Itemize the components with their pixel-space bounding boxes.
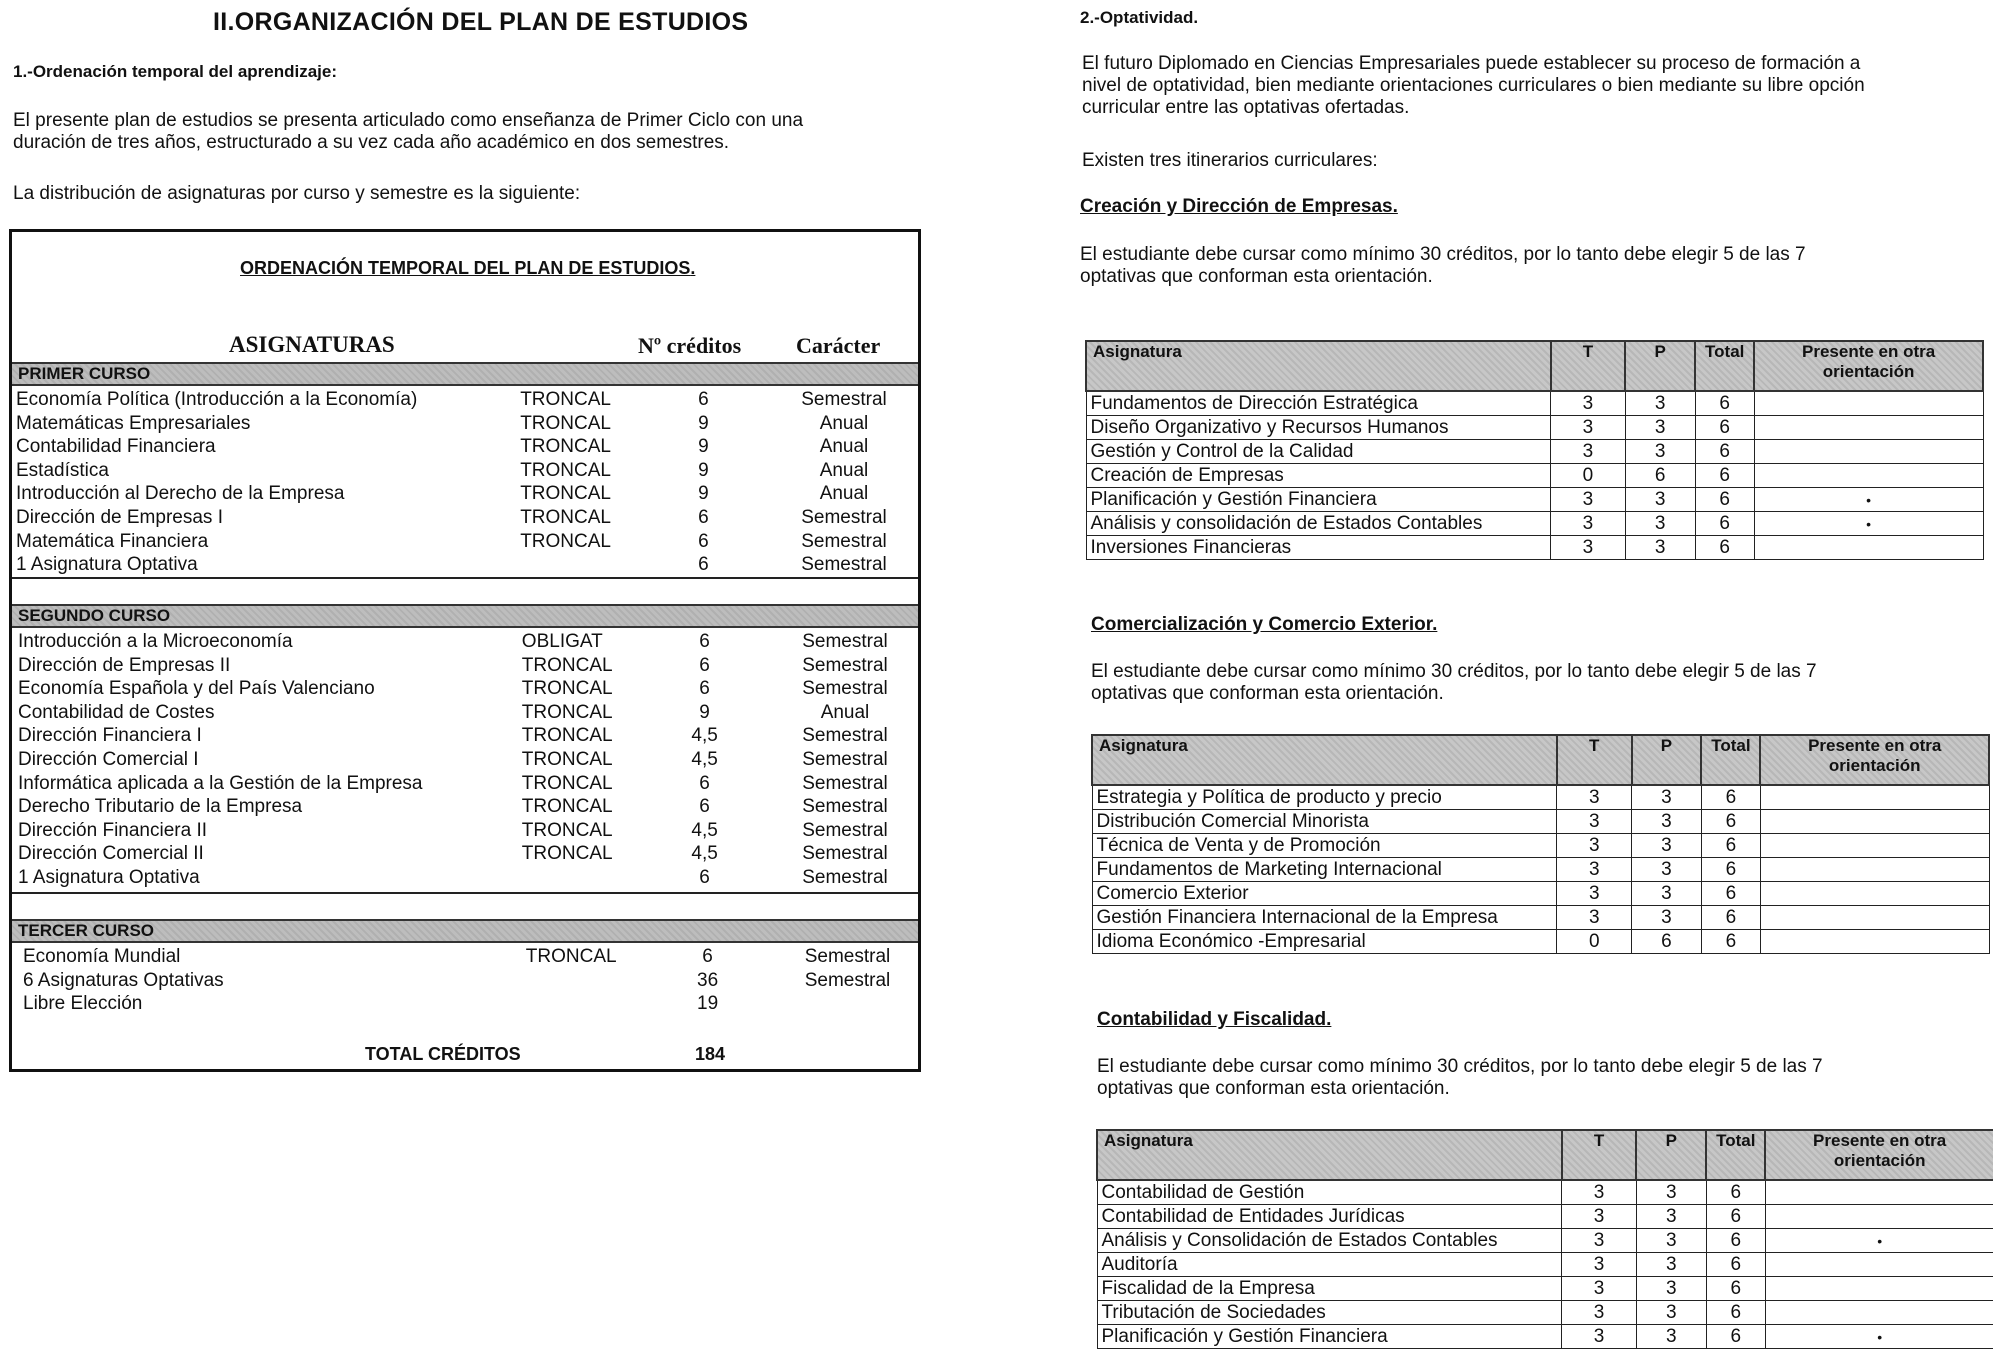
theory-credits: 3 [1557, 785, 1632, 810]
section-1-heading: 1.-Ordenación temporal del aprendizaje: [13, 62, 338, 81]
orientation-table [1085, 340, 1984, 560]
subject-character: Semestral [801, 507, 887, 528]
subject-credits: 6 [699, 631, 710, 652]
total-credits: 6 [1706, 1205, 1765, 1229]
present-marker [1760, 930, 1989, 954]
theory-credits: 3 [1557, 858, 1632, 882]
subject-name: Distribución Comercial Minorista [1092, 810, 1557, 834]
subject-credits: 6 [699, 678, 710, 700]
header-t: T [1562, 1130, 1637, 1180]
subject-character: Semestral [802, 772, 888, 794]
orientation-row [1092, 810, 1989, 834]
theory-credits: 3 [1557, 906, 1632, 930]
description-line: optativas que conforman esta orientación. [1091, 683, 1444, 704]
subject-character: Semestral [802, 749, 888, 770]
subject-credits: 36 [697, 969, 719, 991]
itinerarios-sentence: Existen tres itinerarios curriculares: [1082, 150, 1378, 171]
subject-name: Análisis y Consolidación de Estados Contables [1097, 1229, 1562, 1253]
subject-character: Anual [819, 412, 869, 434]
curriculum-row [12, 866, 918, 890]
theory-credits: 3 [1551, 391, 1626, 416]
subject-name: Comercio Exterior [1092, 882, 1557, 906]
subject-character: Semestral [802, 678, 888, 700]
subject-name: Planificación y Gestión Financiera [1097, 1325, 1562, 1349]
total-credits: 6 [1701, 785, 1760, 810]
present-marker [1754, 391, 1983, 416]
orientation-title: Comercialización y Comercio Exterior. [1091, 614, 1438, 635]
header-asignatura: Asignatura [1086, 341, 1551, 391]
subject-name: Dirección Comercial II [18, 843, 204, 865]
orientation-row [1092, 834, 1989, 858]
orientation-row [1086, 488, 1983, 512]
subject-character: Semestral [801, 554, 887, 576]
curriculum-row [12, 842, 918, 866]
subject-name: Fundamentos de Dirección Estratégica [1086, 391, 1551, 416]
group-band-0 [12, 362, 918, 386]
subject-name: 6 Asignaturas Optativas [23, 969, 224, 991]
practice-credits: 3 [1632, 810, 1702, 834]
total-creditos-label: TOTAL CRÉDITOS [365, 1044, 521, 1064]
subject-name: Fiscalidad de la Empresa [1097, 1277, 1562, 1301]
header-presente-line-2: orientación [1822, 362, 1915, 381]
practice-credits: 3 [1632, 882, 1702, 906]
subject-character: Semestral [802, 654, 888, 676]
subject-name: Diseño Organizativo y Recursos Humanos [1086, 416, 1551, 440]
subject-name: Economía Política (Introducción a la Economía) [16, 389, 418, 410]
total-credits: 6 [1695, 391, 1754, 416]
header-t: T [1551, 341, 1626, 391]
theory-credits: 3 [1551, 416, 1626, 440]
curriculum-row [12, 630, 918, 654]
practice-credits: 3 [1636, 1180, 1706, 1205]
present-marker: • [1754, 512, 1983, 536]
subject-type: TRONCAL [521, 749, 613, 770]
curriculum-row [12, 459, 918, 483]
present-marker [1765, 1253, 1993, 1277]
group-label: PRIMER CURSO [18, 364, 151, 383]
header-presente [1765, 1130, 1993, 1180]
orientation-row [1086, 512, 1983, 536]
practice-credits: 6 [1632, 930, 1702, 954]
curriculum-row [12, 482, 918, 506]
theory-credits: 3 [1562, 1277, 1637, 1301]
total-credits: 6 [1701, 930, 1760, 954]
subject-name: Economía Española y del País Valenciano [18, 678, 375, 700]
practice-credits: 3 [1632, 906, 1702, 930]
orientation-row [1092, 858, 1989, 882]
theory-credits: 3 [1562, 1301, 1637, 1325]
subject-name: Dirección de Empresas II [18, 654, 231, 676]
subject-name: Dirección Comercial I [18, 749, 199, 770]
practice-credits: 3 [1625, 536, 1695, 560]
practice-credits: 3 [1636, 1253, 1706, 1277]
practice-credits: 3 [1625, 488, 1695, 512]
practice-credits: 3 [1632, 834, 1702, 858]
orientation-row [1097, 1229, 1993, 1253]
practice-credits: 3 [1625, 512, 1695, 536]
total-credits: 6 [1706, 1180, 1765, 1205]
optatividad-line-1: El futuro Diplomado en Ciencias Empresariales puede establecer su proceso de formación a [1082, 53, 1861, 74]
theory-credits: 3 [1562, 1325, 1637, 1349]
theory-credits: 3 [1557, 810, 1632, 834]
subject-name: Dirección Financiera I [18, 725, 202, 747]
header-p: P [1632, 735, 1702, 785]
subject-name: Libre Elección [23, 993, 143, 1015]
subject-credits: 6 [698, 507, 709, 528]
subject-name: Matemática Financiera [16, 530, 209, 552]
orientation-row [1086, 464, 1983, 488]
subject-credits: 4,5 [691, 749, 718, 770]
theory-credits: 3 [1551, 536, 1626, 560]
orientation-row [1092, 906, 1989, 930]
subject-credits: 6 [699, 654, 710, 676]
header-p: P [1625, 341, 1695, 391]
present-marker: • [1765, 1325, 1993, 1349]
practice-credits: 3 [1625, 416, 1695, 440]
orientation-description [1091, 661, 1817, 705]
subject-name: Dirección de Empresas I [16, 507, 223, 528]
optatividad-paragraph [1082, 53, 1865, 119]
present-marker [1760, 858, 1989, 882]
subject-credits: 6 [699, 796, 710, 818]
curriculum-row [12, 748, 918, 772]
present-marker [1760, 906, 1989, 930]
subject-name: Auditoría [1097, 1253, 1562, 1277]
present-marker [1765, 1180, 1993, 1205]
subject-credits: 6 [699, 867, 710, 888]
subject-name: Idioma Económico -Empresarial [1092, 930, 1557, 954]
theory-credits: 3 [1551, 440, 1626, 464]
column-header-asignaturas: ASIGNATURAS [229, 332, 395, 357]
practice-credits: 3 [1636, 1229, 1706, 1253]
curriculum-row [12, 506, 918, 530]
subject-character: Semestral [801, 389, 887, 410]
total-credits: 6 [1701, 906, 1760, 930]
curriculum-row [12, 553, 918, 577]
subject-credits: 19 [697, 993, 719, 1015]
theory-credits: 3 [1562, 1229, 1637, 1253]
subject-name: Planificación y Gestión Financiera [1086, 488, 1551, 512]
curriculum-row [12, 388, 918, 412]
orientation-row [1092, 930, 1989, 954]
present-marker [1760, 810, 1989, 834]
header-presente-line-2: orientación [1833, 1151, 1926, 1170]
curriculum-row [12, 435, 918, 459]
optatividad-line-2: nivel de optatividad, bien mediante orientaciones curriculares o bien mediante su libre opción [1082, 75, 1865, 96]
optatividad-line-3: curricular entre las optativas ofertadas. [1082, 97, 1410, 118]
group-divider [12, 892, 918, 894]
subject-character: Semestral [802, 819, 888, 841]
subject-name: Gestión Financiera Internacional de la Empresa [1092, 906, 1557, 930]
theory-credits: 3 [1562, 1180, 1637, 1205]
orientation-row [1097, 1301, 1993, 1325]
subject-type: TRONCAL [520, 389, 611, 410]
header-presente-line-1: Presente en otra [1813, 1131, 1947, 1150]
curriculum-table-title-text: ORDENACIÓN TEMPORAL DEL PLAN DE ESTUDIOS [240, 258, 691, 278]
subject-name: Fundamentos de Marketing Internacional [1092, 858, 1557, 882]
page-title: II.ORGANIZACIÓN DEL PLAN DE ESTUDIOS [213, 8, 749, 36]
subject-credits: 4,5 [691, 843, 718, 865]
distribution-sentence: La distribución de asignaturas por curso y semestre es la siguiente: [13, 183, 581, 204]
subject-credits: 6 [698, 554, 709, 576]
subject-type: TRONCAL [520, 412, 611, 434]
subject-type: TRONCAL [521, 819, 613, 841]
orientation-row [1097, 1205, 1993, 1229]
present-marker [1760, 834, 1989, 858]
header-total: Total [1701, 735, 1760, 785]
subject-character: Anual [819, 483, 869, 505]
subject-name: Contabilidad de Gestión [1097, 1180, 1562, 1205]
present-marker [1754, 416, 1983, 440]
total-credits: 6 [1701, 810, 1760, 834]
header-presente [1754, 341, 1983, 391]
total-credits: 6 [1695, 440, 1754, 464]
present-marker: • [1754, 488, 1983, 512]
curriculum-row [12, 654, 918, 678]
intro-line-2: duración de tres años, estructurado a su vez cada año académico en dos semestres. [13, 132, 730, 153]
subject-name: Creación de Empresas [1086, 464, 1551, 488]
group-divider [12, 577, 918, 579]
present-marker [1754, 536, 1983, 560]
subject-credits: 9 [698, 436, 709, 458]
section-2-heading: 2.-Optatividad. [1080, 8, 1199, 27]
subject-character: Semestral [802, 796, 888, 818]
subject-credits: 6 [698, 389, 709, 410]
subject-name: 1 Asignatura Optativa [18, 867, 200, 888]
subject-name: Contabilidad de Entidades Jurídicas [1097, 1205, 1562, 1229]
intro-paragraph [13, 110, 803, 154]
present-marker [1765, 1301, 1993, 1325]
column-header-caracter: Carácter [796, 333, 881, 358]
total-credits: 6 [1706, 1253, 1765, 1277]
subject-credits: 6 [699, 772, 710, 794]
subject-character: Semestral [804, 969, 891, 991]
practice-credits: 3 [1632, 858, 1702, 882]
subject-type: TRONCAL [521, 678, 613, 700]
subject-character: Semestral [802, 843, 888, 865]
present-marker [1765, 1205, 1993, 1229]
header-asignatura: Asignatura [1097, 1130, 1562, 1180]
total-credits: 6 [1695, 512, 1754, 536]
practice-credits: 3 [1625, 440, 1695, 464]
subject-type: TRONCAL [521, 772, 613, 794]
curriculum-row [12, 701, 918, 725]
subject-name: Matemáticas Empresariales [16, 412, 251, 434]
subject-type: TRONCAL [521, 701, 613, 723]
practice-credits: 3 [1636, 1325, 1706, 1349]
header-asignatura: Asignatura [1092, 735, 1557, 785]
subject-type: TRONCAL [520, 530, 611, 552]
total-credits: 6 [1701, 834, 1760, 858]
total-credits: 6 [1695, 536, 1754, 560]
subject-type: TRONCAL [521, 843, 613, 865]
subject-type: TRONCAL [521, 725, 613, 747]
orientation-row [1086, 416, 1983, 440]
total-credits: 6 [1695, 488, 1754, 512]
description-line: optativas que conforman esta orientación. [1097, 1078, 1450, 1099]
curriculum-row [12, 772, 918, 796]
orientation-row [1086, 536, 1983, 560]
subject-name: Análisis y consolidación de Estados Contables [1086, 512, 1551, 536]
orientation-table [1096, 1129, 1993, 1349]
total-credits: 6 [1706, 1229, 1765, 1253]
header-presente-line-1: Presente en otra [1808, 736, 1942, 755]
present-marker [1754, 464, 1983, 488]
subject-name: Derecho Tributario de la Empresa [18, 796, 303, 818]
header-t: T [1557, 735, 1632, 785]
curriculum-row [12, 412, 918, 436]
subject-type: TRONCAL [521, 796, 613, 818]
subject-type: TRONCAL [520, 436, 611, 458]
theory-credits: 3 [1557, 882, 1632, 906]
practice-credits: 3 [1632, 785, 1702, 810]
theory-credits: 0 [1557, 930, 1632, 954]
orientation-title: Creación y Dirección de Empresas. [1080, 196, 1398, 217]
subject-credits: 6 [698, 530, 709, 552]
header-total: Total [1695, 341, 1754, 391]
subject-type: TRONCAL [520, 507, 611, 528]
present-marker [1760, 785, 1989, 810]
subject-name: Economía Mundial [23, 946, 181, 967]
intro-line-1: El presente plan de estudios se presenta articulado como enseñanza de Primer Ciclo con una [13, 110, 804, 131]
header-total: Total [1706, 1130, 1765, 1180]
orientation-table [1091, 734, 1990, 954]
subject-name: Técnica de Venta y de Promoción [1092, 834, 1557, 858]
orientation-description [1097, 1056, 1823, 1100]
orientation-title: Contabilidad y Fiscalidad. [1097, 1009, 1332, 1030]
orientation-row [1086, 440, 1983, 464]
orientation-row [1097, 1325, 1993, 1349]
header-presente [1760, 735, 1989, 785]
group-band-2 [12, 919, 918, 943]
practice-credits: 6 [1625, 464, 1695, 488]
curriculum-row [12, 992, 918, 1016]
theory-credits: 3 [1562, 1253, 1637, 1277]
total-credits: 6 [1706, 1277, 1765, 1301]
description-line: El estudiante debe cursar como mínimo 30 créditos, por lo tanto debe elegir 5 de las 7 [1080, 244, 1806, 265]
header-p: P [1636, 1130, 1706, 1180]
total-credits: 6 [1701, 858, 1760, 882]
theory-credits: 3 [1551, 512, 1626, 536]
orientation-row [1092, 882, 1989, 906]
group-band-1 [12, 604, 918, 628]
header-presente-line-1: Presente en otra [1802, 342, 1936, 361]
subject-type: TRONCAL [520, 459, 611, 481]
subject-name: Gestión y Control de la Calidad [1086, 440, 1551, 464]
theory-credits: 3 [1551, 488, 1626, 512]
subject-type: TRONCAL [525, 946, 617, 967]
group-label: SEGUNDO CURSO [18, 606, 171, 625]
description-line: El estudiante debe cursar como mínimo 30 créditos, por lo tanto debe elegir 5 de las 7 [1097, 1056, 1823, 1077]
practice-credits: 3 [1625, 391, 1695, 416]
theory-credits: 0 [1551, 464, 1626, 488]
subject-character: Semestral [802, 631, 888, 652]
group-label: TERCER CURSO [18, 921, 155, 940]
orientation-row [1097, 1277, 1993, 1301]
curriculum-row [12, 724, 918, 748]
subject-name: Estrategia y Política de producto y precio [1092, 785, 1557, 810]
header-presente-line-2: orientación [1828, 756, 1921, 775]
total-credits: 6 [1695, 416, 1754, 440]
subject-character: Anual [819, 436, 869, 458]
curriculum-row [12, 530, 918, 554]
subject-character: Semestral [804, 946, 891, 967]
subject-name: Introducción al Derecho de la Empresa [16, 483, 345, 505]
subject-type: TRONCAL [521, 654, 613, 676]
total-credits: 6 [1695, 464, 1754, 488]
subject-credits: 9 [699, 701, 710, 723]
practice-credits: 3 [1636, 1301, 1706, 1325]
curriculum-table-title-suffix: . [690, 258, 696, 278]
subject-character: Anual [819, 459, 869, 481]
subject-character: Semestral [802, 867, 888, 888]
subject-name: Tributación de Sociedades [1097, 1301, 1562, 1325]
orientation-row [1097, 1253, 1993, 1277]
theory-credits: 3 [1562, 1205, 1637, 1229]
subject-name: Inversiones Financieras [1086, 536, 1551, 560]
subject-name: Estadística [16, 459, 109, 481]
subject-character: Anual [820, 701, 870, 723]
total-credits: 6 [1706, 1325, 1765, 1349]
present-marker [1765, 1277, 1993, 1301]
subject-type: OBLIGAT [521, 631, 603, 652]
subject-credits: 6 [702, 946, 713, 967]
curriculum-row [12, 945, 918, 969]
subject-name: Contabilidad Financiera [16, 436, 216, 458]
subject-credits: 9 [698, 459, 709, 481]
present-marker [1754, 440, 1983, 464]
column-header-creditos: Nº créditos [638, 333, 742, 358]
curriculum-row [12, 677, 918, 701]
subject-character: Semestral [801, 530, 887, 552]
subject-name: Informática aplicada a la Gestión de la Empresa [18, 772, 423, 794]
practice-credits: 3 [1636, 1277, 1706, 1301]
curriculum-table-frame [9, 229, 921, 1072]
subject-credits: 9 [698, 483, 709, 505]
description-line: El estudiante debe cursar como mínimo 30 créditos, por lo tanto debe elegir 5 de las 7 [1091, 661, 1817, 682]
total-creditos-value: 184 [695, 1044, 726, 1064]
description-line: optativas que conforman esta orientación. [1080, 266, 1433, 287]
subject-credits: 4,5 [691, 725, 718, 747]
subject-credits: 9 [698, 412, 709, 434]
orientation-description [1080, 244, 1806, 288]
subject-character: Semestral [802, 725, 888, 747]
total-credits: 6 [1701, 882, 1760, 906]
subject-name: Introducción a la Microeconomía [18, 631, 293, 652]
present-marker [1760, 882, 1989, 906]
theory-credits: 3 [1557, 834, 1632, 858]
orientation-row [1097, 1180, 1993, 1205]
subject-type: TRONCAL [520, 483, 611, 505]
orientation-row [1086, 391, 1983, 416]
present-marker: • [1765, 1229, 1993, 1253]
subject-name: Dirección Financiera II [18, 819, 208, 841]
curriculum-row [12, 969, 918, 993]
practice-credits: 3 [1636, 1205, 1706, 1229]
subject-name: Contabilidad de Costes [18, 701, 215, 723]
curriculum-row [12, 795, 918, 819]
subject-credits: 4,5 [691, 819, 718, 841]
curriculum-row [12, 819, 918, 843]
orientation-row [1092, 785, 1989, 810]
curriculum-table-title [240, 258, 695, 279]
subject-name: 1 Asignatura Optativa [16, 554, 198, 576]
total-credits: 6 [1706, 1301, 1765, 1325]
